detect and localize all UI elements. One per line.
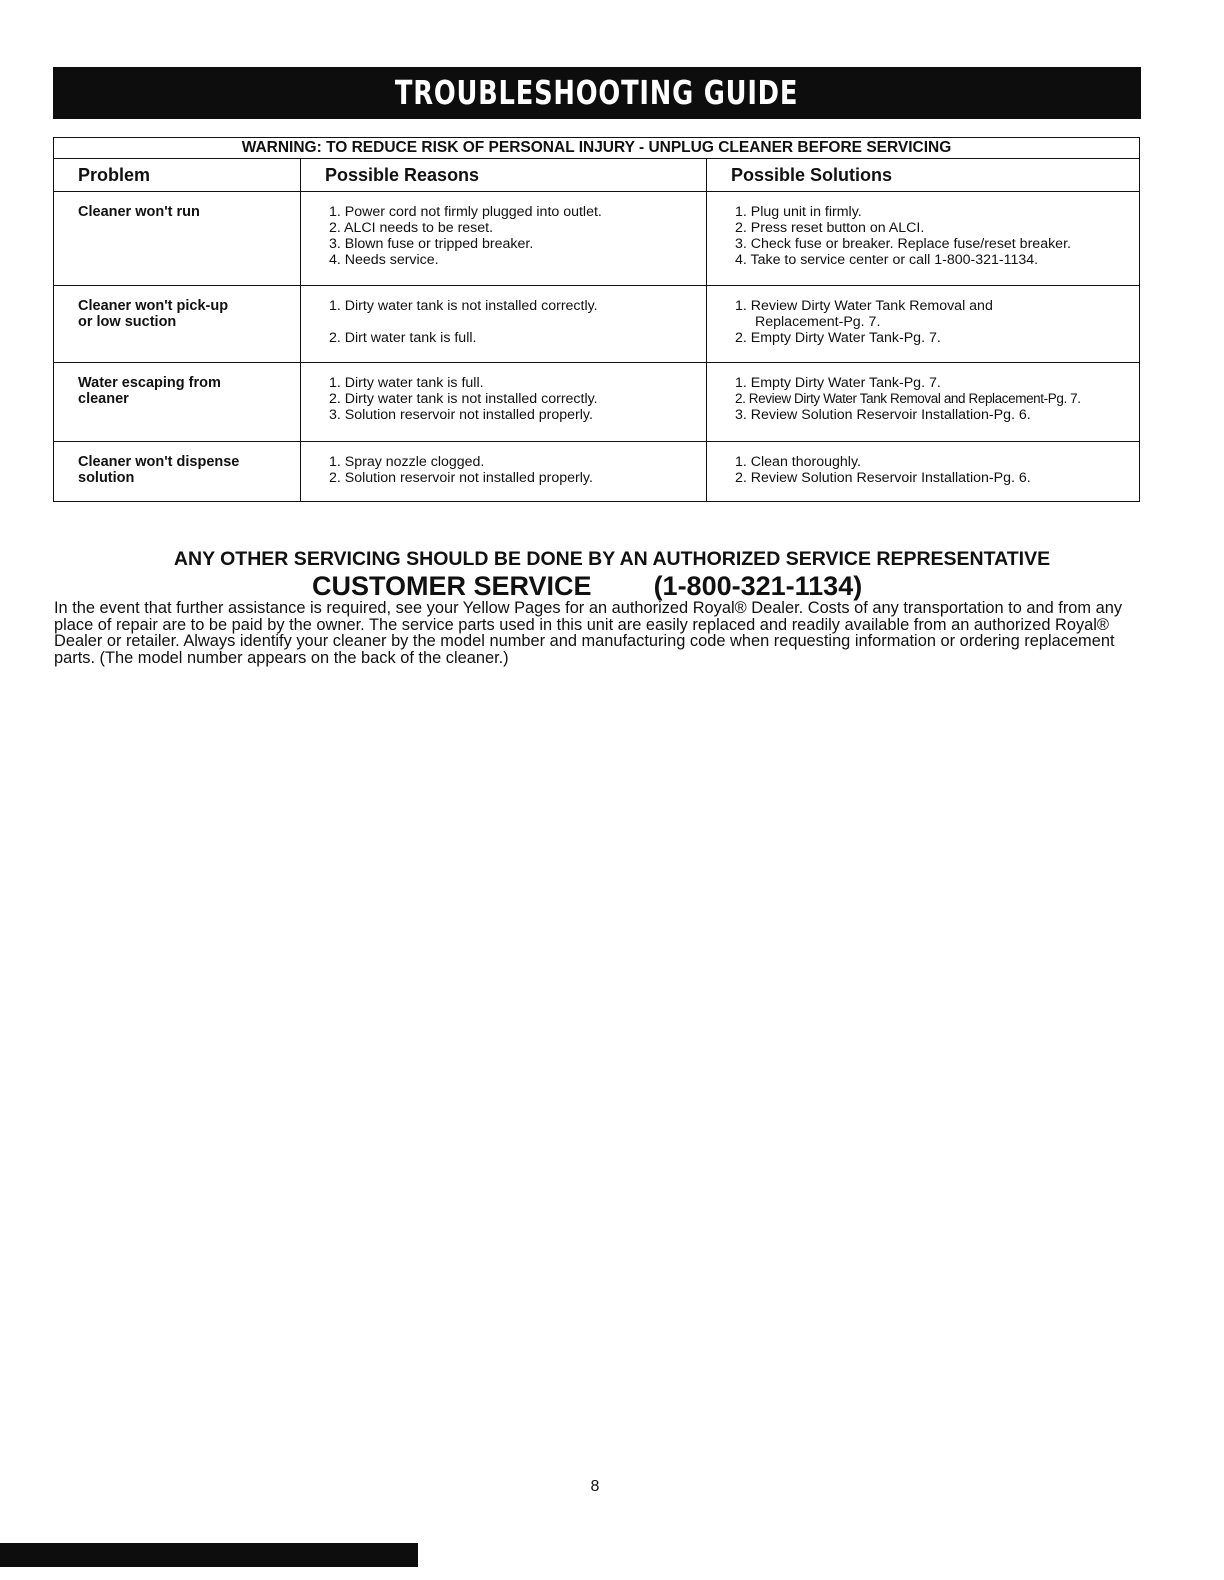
- list-item: 2. Solution reservoir not installed properly.: [329, 470, 593, 486]
- list-item: 1. Clean thoroughly.: [735, 454, 861, 470]
- list-item: 1. Empty Dirty Water Tank-Pg. 7.: [735, 375, 941, 391]
- list-item: 3. Blown fuse or tripped breaker.: [329, 236, 534, 252]
- column-header-solutions: Possible Solutions: [707, 159, 1140, 192]
- list-item: 2. Review Solution Reservoir Installation-Pg. 6.: [735, 470, 1031, 486]
- list-item: 1. Power cord not firmly plugged into outlet.: [329, 204, 602, 220]
- problem-text: Cleaner won't dispense: [78, 454, 240, 470]
- title-bar: [53, 67, 1141, 119]
- problem-cell: [54, 363, 301, 442]
- list-item: 4. Take to service center or call 1-800-321-1134.: [735, 252, 1039, 268]
- list-item: 2. Empty Dirty Water Tank-Pg. 7.: [735, 330, 941, 346]
- problem-text: cleaner: [78, 391, 129, 407]
- solutions-cell: [707, 192, 1140, 286]
- customer-service-label: CUSTOMER SERVICE: [312, 571, 592, 601]
- table-row: [54, 192, 1140, 286]
- table-row: [54, 442, 1140, 502]
- solutions-cell: [707, 286, 1140, 363]
- list-item: Replacement-Pg. 7.: [755, 314, 881, 330]
- list-item: 3. Check fuse or breaker. Replace fuse/reset breaker.: [735, 236, 1071, 252]
- list-item: 2. Dirt water tank is full.: [329, 330, 477, 346]
- service-paragraph: In the event that further assistance is required, see your Yellow Pages for an authorized Royal® Dealer. Costs of any transportation to and from any place of repair are to be paid by the owner. The service parts used in this unit are easily replaced and readily available from an authorized Royal® Dealer or retailer. Always identify your cleaner by the model number and manufacturing code when requesting information or ordering replacement parts. (The model number appears on the back of the cleaner.): [54, 599, 1123, 667]
- page-title: TROUBLESHOOTING GUIDE: [395, 73, 799, 112]
- list-item: 2. Review Dirty Water Tank Removal and Replacement-Pg. 7.: [735, 391, 1081, 406]
- problem-text: Cleaner won't run: [78, 204, 200, 220]
- service-note: ANY OTHER SERVICING SHOULD BE DONE BY AN AUTHORIZED SERVICE REPRESENTATIVE: [173, 548, 1051, 570]
- solutions-cell: [707, 363, 1140, 442]
- list-item: 1. Dirty water tank is not installed correctly.: [329, 298, 598, 314]
- header-row: [54, 159, 1140, 192]
- list-item: 3. Review Solution Reservoir Installation-Pg. 6.: [735, 407, 1031, 423]
- problem-text: or low suction: [78, 314, 177, 330]
- list-item: 2. Press reset button on ALCI.: [735, 220, 925, 236]
- list-item: 4. Needs service.: [329, 252, 439, 268]
- reasons-cell: [301, 442, 707, 502]
- page-number: 8: [590, 1478, 600, 1495]
- table-row: [54, 363, 1140, 442]
- list-item: 3. Solution reservoir not installed properly.: [329, 407, 593, 423]
- list-item: 1. Review Dirty Water Tank Removal and: [735, 298, 993, 314]
- list-item: 2. Dirty water tank is not installed correctly.: [329, 391, 598, 407]
- reasons-cell: [301, 192, 707, 286]
- spacer: [329, 314, 698, 330]
- warning-text: WARNING: TO REDUCE RISK OF PERSONAL INJURY - UNPLUG CLEANER BEFORE SERVICING: [54, 138, 1140, 159]
- list-item: 1. Dirty water tank is full.: [329, 375, 484, 391]
- reasons-cell: [301, 363, 707, 442]
- reasons-cell: [301, 286, 707, 363]
- column-header-problem: Problem: [54, 159, 301, 192]
- list-item: 2. ALCI needs to be reset.: [329, 220, 494, 236]
- table-row: [54, 286, 1140, 363]
- list-item: 1. Spray nozzle clogged.: [329, 454, 485, 470]
- customer-service-phone: (1-800-321-1134): [653, 571, 863, 601]
- problem-text: Water escaping from: [78, 375, 221, 391]
- bottom-bar: [0, 1543, 418, 1567]
- problem-cell: [54, 442, 301, 502]
- customer-service-line: [312, 570, 862, 602]
- column-header-reasons: Possible Reasons: [301, 159, 707, 192]
- troubleshooting-table: [53, 137, 1140, 502]
- solutions-cell: [707, 442, 1140, 502]
- problem-cell: [54, 192, 301, 286]
- problem-text: solution: [78, 470, 135, 486]
- list-item: 1. Plug unit in firmly.: [735, 204, 862, 220]
- problem-cell: [54, 286, 301, 363]
- warning-row: [54, 138, 1140, 159]
- problem-text: Cleaner won't pick-up: [78, 298, 229, 314]
